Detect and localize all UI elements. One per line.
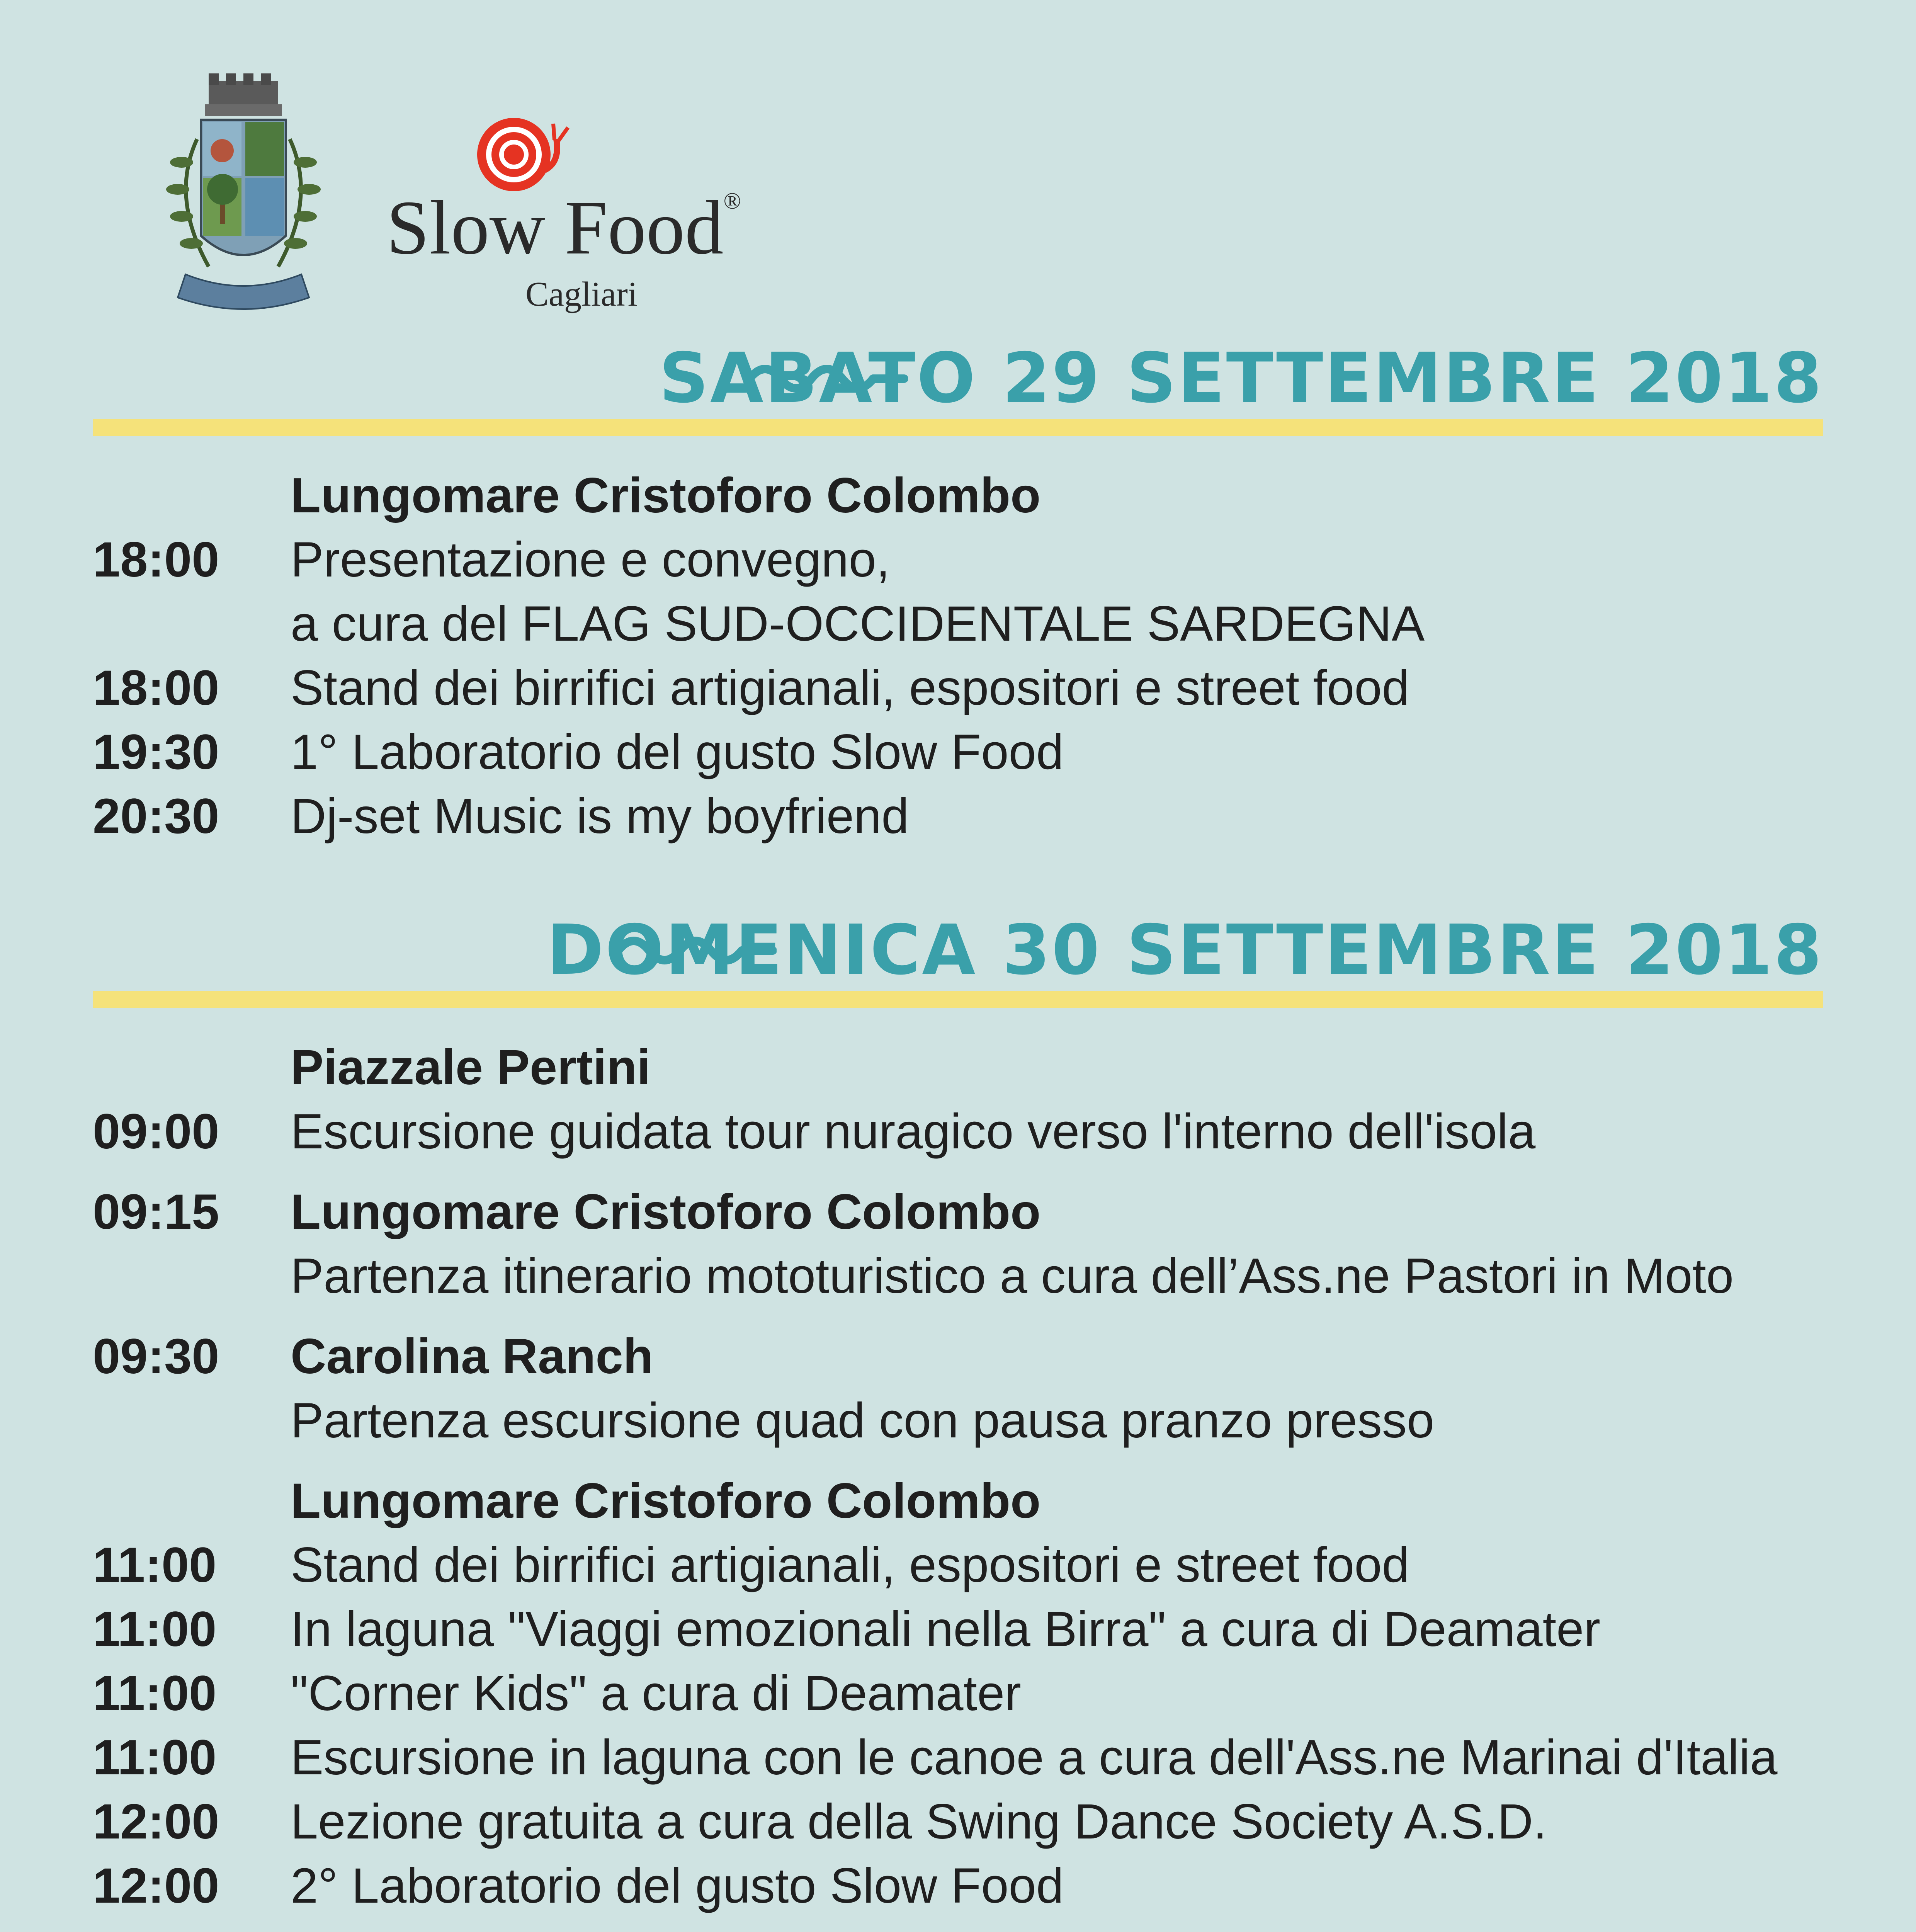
event-text: Stand dei birrifici artigianali, espositori e street food [291,660,1409,716]
event-text: Lezione gratuita a cura della Swing Dance Society A.S.D. [291,1794,1547,1849]
event-row [93,1389,1831,1453]
event-row [93,1597,1831,1662]
event-time: 11:00 [93,1666,217,1721]
event-time: 20:30 [93,789,219,844]
brand-name: Slow Food® [386,185,741,270]
location-row [93,1180,1831,1244]
event-text: 2° Laboratorio del gusto Slow Food [291,1858,1064,1913]
event-row [93,1533,1831,1597]
event-row [93,528,1831,592]
event-row [93,1244,1831,1308]
event-text: "Corner Kids" a cura di Deamater [291,1666,1021,1721]
event-text: Partenza escursione quad con pausa pranzo presso [291,1393,1435,1448]
event-text: Dj-set Music is my boyfriend [291,789,909,844]
location-label: Lungomare Cristoforo Colombo [291,468,1041,523]
event-text: 1° Laboratorio del gusto Slow Food [291,724,1064,780]
event-time: 09:00 [93,1104,219,1159]
day-title-sunday: DOMENICA 30 SETTEMBRE 2018 [546,910,1823,990]
location-label: Lungomare Cristoforo Colombo [291,1184,1041,1240]
event-text: Partenza itinerario mototuristico a cura dell’Ass.ne Pastori in Moto [291,1248,1734,1304]
divider-sunday [93,991,1823,1008]
event-row [93,656,1831,720]
event-row [93,1854,1831,1918]
location-row [93,1325,1831,1389]
event-time: 12:00 [93,1858,219,1913]
location-label: Piazzale Pertini [291,1040,651,1095]
event-time: 19:30 [93,724,219,780]
event-time: 18:00 [93,660,219,716]
event-time: 18:00 [93,532,219,587]
event-text: In laguna "Viaggi emozionali nella Birra" a cura di Deamater [291,1602,1600,1657]
location-row [93,464,1831,528]
day-title-saturday: SABATO 29 SETTEMBRE 2018 [659,338,1823,418]
event-time: 11:00 [93,1602,217,1657]
event-row [93,1726,1831,1790]
location-label: Carolina Ranch [291,1329,653,1384]
event-row [93,1790,1831,1854]
location-label: Lungomare Cristoforo Colombo [291,1473,1041,1529]
event-time: 11:00 [93,1537,217,1593]
event-row [93,1100,1831,1164]
location-row [93,1036,1831,1100]
event-text: a cura del FLAG SUD-OCCIDENTALE SARDEGNA [291,596,1425,651]
event-text: Escursione guidata tour nuragico verso l'interno dell'isola [291,1104,1536,1159]
divider-saturday [93,419,1823,436]
event-row [93,784,1831,849]
event-time: 11:00 [93,1730,217,1785]
event-text: Presentazione e convegno, [291,532,890,587]
event-text: Escursione in laguna con le canoe a cura dell'Ass.ne Marinai d'Italia [291,1730,1778,1785]
municipal-crest-icon [155,73,332,321]
event-time: 12:00 [93,1794,219,1849]
event-row [93,1662,1831,1726]
event-row [93,720,1831,784]
header-logos [155,73,741,321]
event-time: 09:15 [93,1184,219,1240]
brand-city: Cagliari [525,275,638,313]
event-time: 09:30 [93,1329,219,1384]
schedule-saturday [93,464,1831,849]
event-text: Stand dei birrifici artigianali, espositori e street food [291,1537,1409,1593]
schedule-sunday [93,1036,1831,1932]
location-row [93,1469,1831,1533]
event-row-continuation [93,592,1831,656]
